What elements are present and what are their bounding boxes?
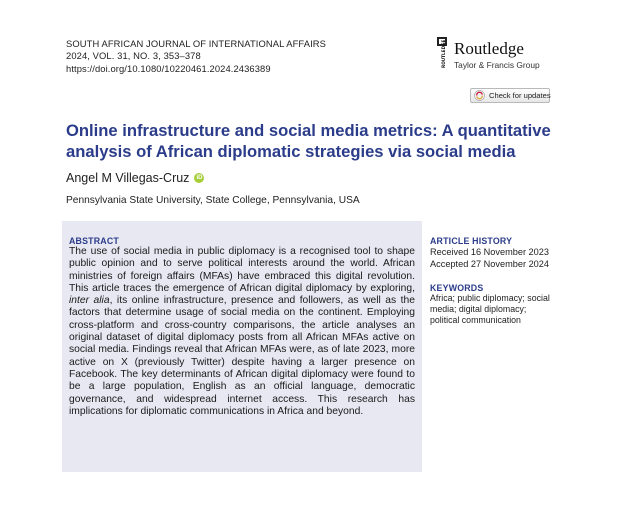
publisher-name: Routledge [454, 39, 524, 58]
publisher-subtitle: Taylor & Francis Group [454, 60, 540, 70]
check-updates-icon [474, 90, 485, 101]
journal-doi[interactable]: https://doi.org/10.1080/10220461.2024.2436389 [66, 62, 271, 74]
author-line [66, 171, 204, 185]
keywords-list: Africa; public diplomacy; social media; digital diplomacy; political communication [430, 293, 550, 326]
abstract-heading: ABSTRACT [69, 236, 119, 246]
journal-info [66, 38, 326, 75]
abstract-text: The use of social media in public diplomacy is a recognised tool to shape public opinion and to serve political interests around the world. African ministries of foreign affairs (MFAs) have embraced this digital revolution. This article traces the emergence of African digital diplomacy by exploring, inter alia, its online infrastructure, presence and followers, as well as the factors that determine usage of social media on the continent. Employing cross-platform and cross-country comparisons, the article analyses an original dataset of digital diplomacy posts from all African MFAs active on social media. Findings reveal that African MFAs were, as of late 2023, more active on X (previously Twitter) despite having a larger presence on Facebook. The key determinants of African digital diplomacy were found to be a large population, English as an official language, democratic governance, and widespread internet access. This research has implications for diplomatic communications in Africa and beyond. [69, 246, 415, 417]
history-heading: ARTICLE HISTORY [430, 236, 513, 246]
check-updates-label: Check for updates [489, 91, 551, 100]
journal-name: SOUTH AFRICAN JOURNAL OF INTERNATIONAL AFFAIRS [66, 38, 327, 49]
author-affiliation: Pennsylvania State University, State College, Pennsylvania, USA [66, 195, 360, 206]
abstract-box [62, 221, 422, 472]
author-name[interactable]: Angel M Villegas-Cruz [66, 171, 190, 185]
check-for-updates-button[interactable] [470, 88, 550, 103]
logo-vertical-text: ROUTLEDGE [441, 39, 446, 68]
publisher-logo [436, 37, 556, 73]
orcid-icon[interactable]: iD [196, 175, 203, 181]
received-date: Received 16 November 2023 [430, 247, 549, 257]
routledge-logo-icon [436, 37, 448, 69]
journal-issue: 2024, VOL. 31, NO. 3, 353–378 [66, 50, 201, 62]
keywords-heading: KEYWORDS [430, 283, 484, 293]
article-sidebar [430, 236, 570, 327]
abstract-italic: inter alia [69, 295, 110, 307]
article-title: Online infrastructure and social media metrics: A quantitative analysis of African diplomatic strategies via social media [66, 121, 551, 161]
accepted-date: Accepted 27 November 2024 [430, 259, 550, 269]
